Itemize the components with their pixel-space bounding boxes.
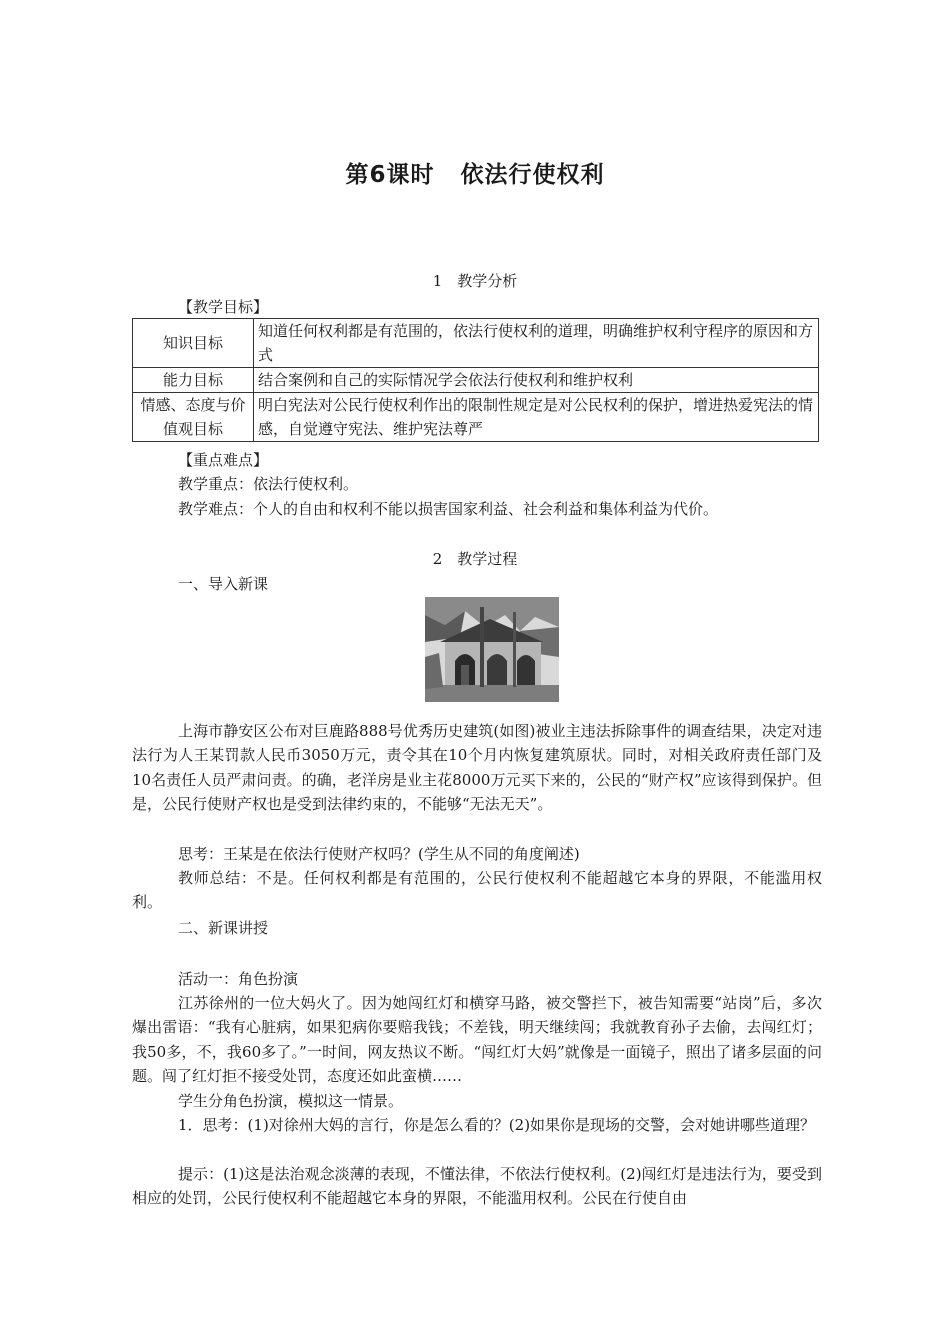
think-question: 1．思考：(1)对徐州大妈的言行，你是怎么看的？(2)如果你是现场的交警，会对她讲哪些道理？ (178, 1116, 816, 1134)
intro-heading: 一、导入新课 (178, 575, 269, 593)
table-row (133, 393, 819, 442)
hint-paragraph: 提示：(1)这是法治观念淡薄的表现，不懂法律，不依法行使权利。(2)闯红灯是违法行为，要受到相应的处罚，公民行使权利不能超越它本身的界限，不能滥用权利。公民在行使自由 (132, 1165, 822, 1208)
historic-building-photo (425, 597, 559, 702)
intro-paragraph: 上海市静安区公布对巨鹿路888号优秀历史建筑(如图)被业主违法拆除事件的调查结果，决定对违法行为人王某罚款人民币3050万元，责令其在10个月内恢复建筑原状。同时，对相关政府责任部门及10名责任人员严肃问责。的确，老洋房是业主花8000万元买下来的，公民的“财产权”应该得到保护。但是，公民行使财产权也是受到法律约束的，不能够“无法无天”。 (132, 722, 822, 814)
intro-question: 思考：王某是在依法行使财产权吗？(学生从不同的角度阐述) (178, 845, 580, 863)
goal-name-attitude: 情感、态度与价值观目标 (133, 393, 254, 442)
section-heading-analysis: 1 教学分析 (432, 272, 518, 290)
new-lesson-heading: 二、新课讲授 (178, 919, 269, 937)
section-heading-process: 2 教学过程 (432, 550, 518, 568)
page-title (0, 156, 950, 189)
lesson-number: 第6课时 (345, 162, 435, 188)
roleplay-instruction: 学生分角色扮演，模拟这一情景。 (178, 1092, 404, 1110)
goals-label: 【教学目标】 (178, 298, 269, 316)
key-points-label: 【重点难点】 (178, 451, 269, 469)
goal-content-attitude: 明白宪法对公民行使权利作出的限制性规定是对公民权利的保护，增进热爱宪法的情感，自觉遵守宪法、维护宪法尊严 (254, 393, 819, 442)
teaching-goals-table (132, 318, 819, 442)
story-paragraph: 江苏徐州的一位大妈火了。因为她闯红灯和横穿马路，被交警拦下，被告知需要“站岗”后，多次爆出雷语：“我有心脏病，如果犯病你要赔我钱；不差钱，明天继续闯；我就教育孙子去偷，去闯红灯；我50多，不，我60多了。”一时间，网友热议不断。“闯红灯大妈”就像是一面镜子，照出了诸多层面的问题。闯了红灯拒不接受处罚，态度还如此蛮横…… (132, 994, 822, 1086)
teaching-difficulty: 教学难点：个人的自由和权利不能以损害国家利益、社会利益和集体利益为代价。 (178, 500, 719, 518)
teaching-focus: 教学重点：依法行使权利。 (178, 475, 359, 493)
goal-name-knowledge: 知识目标 (133, 319, 254, 368)
goal-content-ability: 结合案例和自己的实际情况学会依法行使权利和维护权利 (254, 368, 819, 393)
goal-name-ability: 能力目标 (133, 368, 254, 393)
table-row (133, 368, 819, 393)
table-row (133, 319, 819, 368)
goal-content-knowledge: 知道任何权利都是有范围的，依法行使权利的道理，明确维护权利守程序的原因和方式 (254, 319, 819, 368)
lesson-topic: 依法行使权利 (460, 162, 605, 188)
activity-heading: 活动一：角色扮演 (178, 970, 299, 988)
teacher-summary: 教师总结：不是。任何权利都是有范围的，公民行使权利不能超越它本身的界限，不能滥用权利。 (132, 869, 822, 912)
